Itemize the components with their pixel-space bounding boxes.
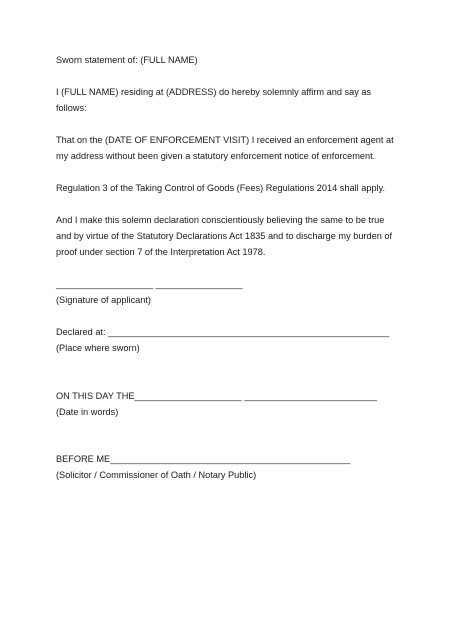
- declared-at-caption: (Place where sworn): [56, 343, 140, 353]
- affirm-line-1: I (FULL NAME) residing at (ADDRESS) do hereby solemnly affirm and say as: [56, 87, 372, 97]
- signature-blank: ___________________ _________________: [56, 279, 243, 289]
- declared-at-line: Declared at: _______________________________________________________: [56, 327, 390, 337]
- before-me-line: BEFORE ME_______________________________________________: [56, 454, 351, 464]
- declaration-line-1: And I make this solemn declaration conscientiously believing the same to be true: [56, 215, 385, 225]
- affirm-line-2: follows:: [56, 103, 87, 113]
- signature-caption: (Signature of applicant): [56, 295, 151, 305]
- visit-line-1: That on the (DATE OF ENFORCEMENT VISIT) I received an enforcement agent at: [56, 135, 394, 145]
- statement-heading: Sworn statement of: (FULL NAME): [56, 55, 198, 65]
- regulation-line: Regulation 3 of the Taking Control of Goods (Fees) Regulations 2014 shall apply.: [56, 183, 386, 193]
- declaration-line-3: proof under section 7 of the Interpretation Act 1978.: [56, 247, 266, 257]
- day-line: ON THIS DAY THE_____________________ __________________________: [56, 391, 378, 401]
- day-caption: (Date in words): [56, 407, 119, 417]
- visit-line-2: my address without been given a statutory enforcement notice of enforcement.: [56, 151, 376, 161]
- declaration-line-2: and by virtue of the Statutory Declarations Act 1835 and to discharge my burden of: [56, 231, 393, 241]
- before-me-caption: (Solicitor / Commissioner of Oath / Notary Public): [56, 470, 257, 480]
